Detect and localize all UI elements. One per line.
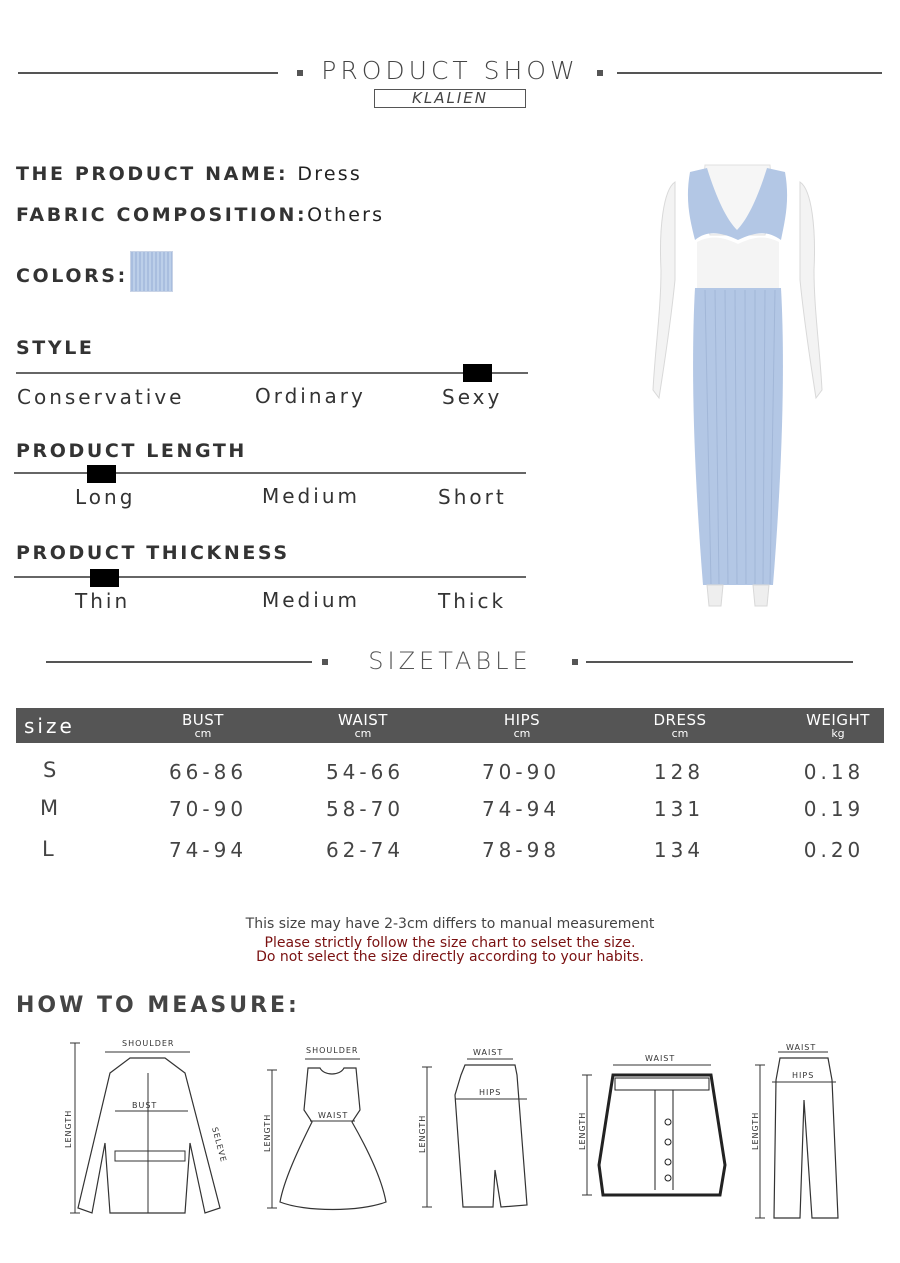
product-name-value: Dress — [297, 163, 362, 185]
measure-diagram-jacket — [60, 1033, 235, 1223]
thickness-marker — [90, 569, 119, 587]
brand-label: KLALIEN — [374, 89, 526, 108]
fabric-value: Others — [307, 204, 385, 226]
mannequin-base — [707, 585, 769, 606]
mannequin-arm-left — [653, 182, 675, 398]
length-label: PRODUCT LENGTH — [16, 440, 247, 462]
table-cell: 74-94 — [481, 797, 561, 821]
how-to-measure-title: HOW TO MEASURE: — [16, 993, 300, 1018]
pants-hips-label: HIPS — [792, 1071, 815, 1080]
skirt-waist-label: WAIST — [473, 1048, 504, 1057]
note-warning-2: Do not select the size directly according to your habits. — [256, 949, 644, 965]
length-option-medium: Medium — [262, 484, 360, 508]
pants-length-label: LENGTH — [751, 1111, 760, 1150]
jacket-length-label: LENGTH — [64, 1109, 73, 1148]
table-cell: 70-90 — [481, 760, 561, 784]
table-cell: 134 — [653, 838, 705, 862]
header-bullet-right — [597, 70, 603, 76]
table-cell: 0.20 — [803, 838, 865, 862]
measure-diagram-shorts — [575, 1050, 735, 1205]
header-dress: DRESS cm — [653, 711, 707, 740]
thickness-option-medium: Medium — [262, 588, 360, 612]
sizetable-rule-right — [586, 661, 853, 663]
sizetable-title: SIZETABLE — [368, 647, 532, 675]
header-size: size — [24, 714, 75, 738]
header-rule-right — [617, 72, 882, 74]
jacket-shoulder-label: SHOULDER — [122, 1039, 175, 1048]
length-option-short: Short — [438, 485, 507, 509]
header-weight: WEIGHT kg — [806, 711, 870, 740]
table-row-size: M — [40, 796, 59, 820]
style-option-ordinary: Ordinary — [255, 384, 366, 408]
fabric-row — [16, 204, 384, 226]
style-option-conservative: Conservative — [17, 385, 185, 409]
skirt-hips-label: HIPS — [479, 1088, 502, 1097]
dress-cutout — [697, 238, 779, 288]
shorts-waist-label: WAIST — [645, 1054, 676, 1063]
product-name-row — [16, 163, 362, 185]
sizetable-bullet-right — [572, 659, 578, 665]
table-row-size: L — [42, 837, 54, 861]
jacket-bust-label: BUST — [132, 1101, 158, 1110]
table-cell: 62-74 — [325, 838, 405, 862]
product-name-label: THE PRODUCT NAME: — [16, 163, 289, 185]
measure-diagram-skirt — [415, 1045, 540, 1215]
thickness-label: PRODUCT THICKNESS — [16, 542, 290, 564]
table-cell: 128 — [653, 760, 705, 784]
header-waist: WAIST cm — [338, 711, 388, 740]
page-title: PRODUCT SHOW — [321, 56, 579, 85]
jacket-sleeve-label: SELEVE — [210, 1126, 229, 1164]
pants-waist-label: WAIST — [786, 1043, 817, 1052]
length-marker — [87, 465, 116, 483]
style-option-sexy: Sexy — [442, 385, 503, 409]
table-cell: 58-70 — [325, 797, 405, 821]
length-option-long: Long — [75, 485, 136, 509]
note-measurement: This size may have 2-3cm differs to manual measurement — [245, 916, 655, 932]
thickness-option-thick: Thick — [438, 589, 507, 613]
header-hips: HIPS cm — [503, 711, 541, 740]
table-cell: 0.19 — [803, 797, 865, 821]
mannequin-arm-right — [800, 182, 822, 398]
table-cell: 131 — [653, 797, 705, 821]
note-warning-1: Please strictly follow the size chart to selset the size. — [264, 935, 636, 951]
table-cell: 78-98 — [481, 838, 561, 862]
dress-skirt — [693, 288, 783, 585]
table-cell: 0.18 — [803, 760, 865, 784]
style-marker — [463, 364, 492, 382]
table-cell: 74-94 — [168, 838, 248, 862]
product-photo-dress — [645, 160, 830, 610]
colors-label: COLORS: — [16, 265, 128, 287]
dress-shoulder-label: SHOULDER — [306, 1046, 359, 1055]
size-table-header — [16, 708, 884, 743]
measure-diagram-pants — [750, 1040, 850, 1222]
style-scale-line — [16, 372, 528, 374]
table-cell: 54-66 — [325, 760, 405, 784]
dress-waist-label: WAIST — [318, 1111, 349, 1120]
skirt-length-label: LENGTH — [418, 1114, 427, 1153]
dress-length-label: LENGTH — [263, 1113, 272, 1152]
shorts-length-label: LENGTH — [578, 1111, 587, 1150]
measure-diagram-dress — [260, 1040, 395, 1215]
style-label: STYLE — [16, 337, 95, 359]
header-bust: BUST cm — [182, 711, 224, 740]
fabric-label: FABRIC COMPOSITION: — [16, 204, 308, 226]
table-cell: 66-86 — [168, 760, 248, 784]
table-cell: 70-90 — [168, 797, 248, 821]
color-swatch-blue[interactable] — [130, 251, 173, 292]
thickness-option-thin: Thin — [75, 589, 131, 613]
table-row-size: S — [43, 758, 57, 782]
